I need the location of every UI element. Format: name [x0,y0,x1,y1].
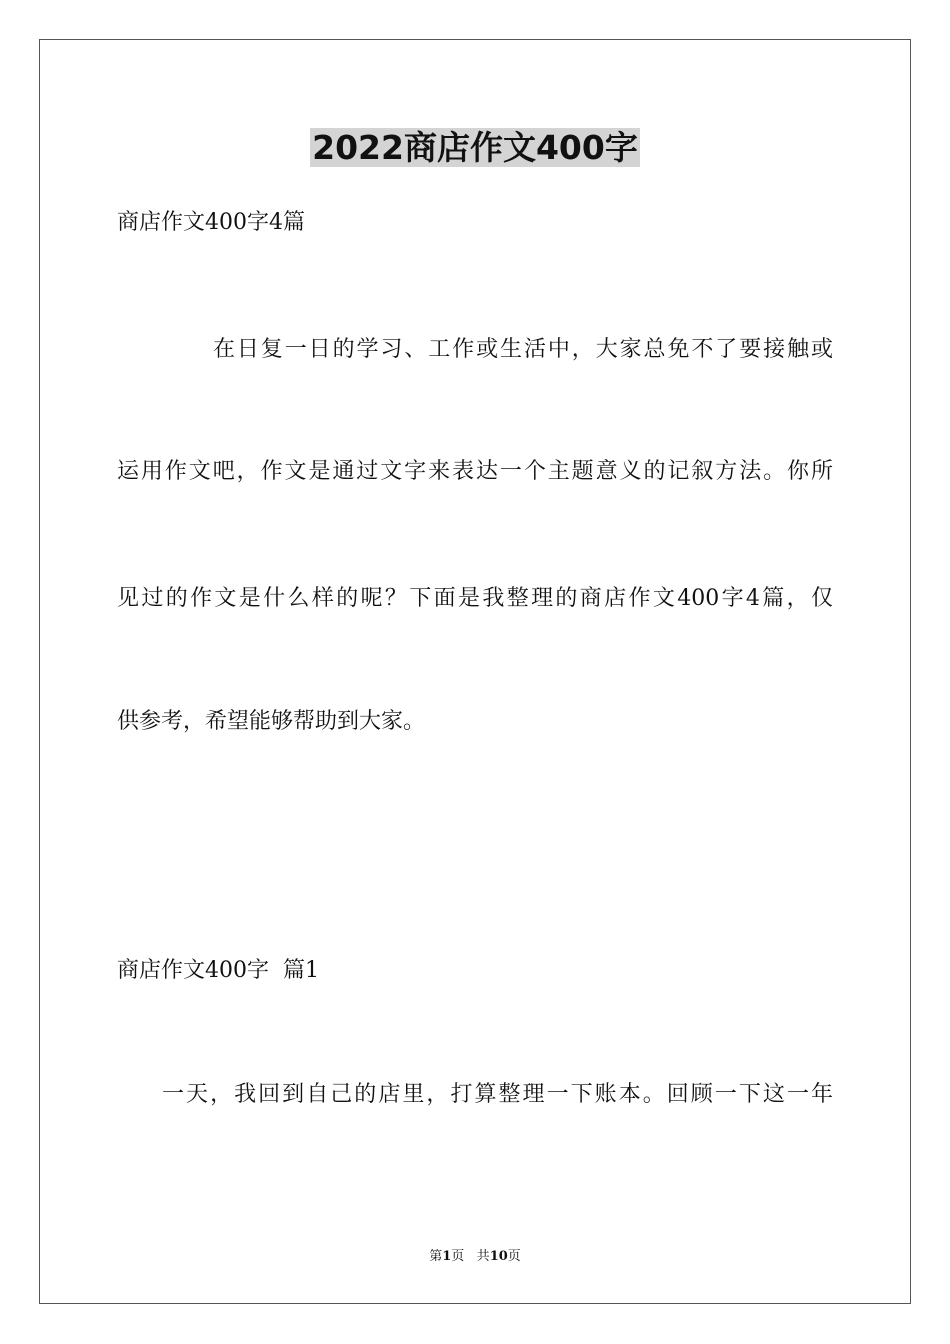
footer-page-prefix: 第 [429,1249,443,1264]
intro-line-3: 见过的作文是什么样的呢？下面是我整理的商店作文400字4篇，仅 [117,586,833,611]
page-footer [0,1248,950,1266]
intro-line-4: 供参考，希望能够帮助到大家。 [117,709,426,734]
footer-page-number: 1 [442,1249,452,1264]
section-first-line: 一天，我回到自己的店里，打算整理一下账本。回顾一下这一年 [162,1082,833,1107]
footer-total-pages: 10 [489,1249,508,1264]
footer-total-prefix: 共 [476,1249,490,1264]
intro-line-2: 运用作文吧，作文是通过文字来表达一个主题意义的记叙方法。你所 [117,459,833,484]
footer-total-suffix: 页 [507,1249,521,1264]
document-title [0,126,950,170]
footer-page-suffix: 页 [451,1249,465,1264]
section-heading: 商店作文400字 篇1 [117,958,319,983]
subtitle: 商店作文400字4篇 [117,210,305,235]
title-text: 2022商店作文400字 [312,128,638,167]
intro-line-1: 在日复一日的学习、工作或生活中，大家总免不了要接触或 [213,337,833,362]
